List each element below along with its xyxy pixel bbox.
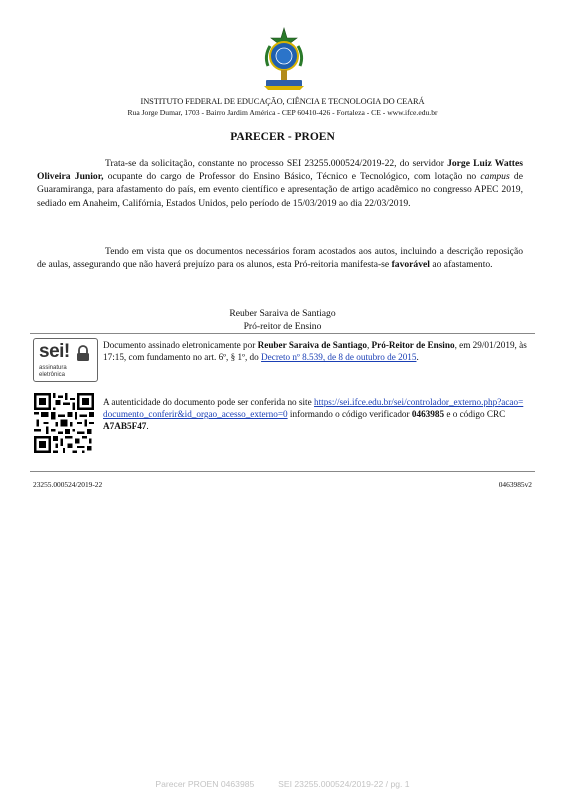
decree-link[interactable]: Decreto nº 8.539, de 8 de outubro de 2015	[261, 352, 417, 363]
p1-text-b: ocupante do cargo de Professor do Ensino Básico, Técnico e Tecnológico, com lotação no	[103, 171, 481, 183]
crc-code: A7AB5F47	[103, 421, 147, 432]
sig-signer-role: Pró-Reitor de Ensino	[371, 340, 455, 350]
p2-text-b: ao afastamento.	[429, 259, 493, 271]
employee-name: Jorge Luiz Wattes Oliveira Junior,	[37, 158, 523, 183]
signer-role: Pró-reitor de Ensino	[243, 320, 322, 332]
p1-text-c: de Guaramiranga, para afastamento do país, em evento científico e apresentação de artigo acadêmico no congresso APEC 2019, sediado em Anaheim, Califórnia, Estados Unidos, pelo período de 15/03/2019 ao dia 22/03/2019.	[37, 171, 523, 209]
p2-text-a: Tendo em vista que os documentos necessários foram acostados aos autos, incluindo a descrição reposição de aulas, assegurando que não haverá prejuízo para os alunos, esta Pró-reitoria manifesta-se	[37, 246, 523, 271]
sig-text-4: .	[416, 352, 419, 363]
institution-name: INSTITUTO FEDERAL DE EDUCAÇÃO, CIÊNCIA E TECNOLOGIA DO CEARÁ	[140, 97, 425, 106]
p1-text-a: Trata-se da solicitação, constante no processo SEI 23255.000524/2019-22, do servidor	[105, 158, 448, 169]
document-version: 0463985v2	[498, 480, 532, 489]
verification-code: 0463985	[411, 409, 445, 420]
campus-word: campus	[480, 171, 510, 183]
verif-text-2: informando o código verificador	[287, 409, 412, 420]
institution-address: Rua Jorge Dumar, 1703 - Bairro Jardim América - CEP 60410-426 - Fortaleza - CE - www.ifce.edu.br	[127, 108, 438, 117]
sei-logo-text: sei!	[39, 341, 70, 362]
verif-text-4: .	[146, 421, 149, 432]
document-title: PARECER - PROEN	[230, 131, 335, 143]
divider-bottom	[30, 471, 535, 472]
sei-signature-seal	[33, 338, 98, 382]
qr-code-icon	[34, 393, 94, 453]
signer-name: Reuber Saraiva de Santiago	[229, 308, 336, 319]
verif-text-3: e o código CRC	[444, 409, 506, 420]
process-number: 23255.000524/2019-22	[33, 480, 103, 489]
sig-text-1: Documento assinado eletronicamente por	[103, 340, 258, 350]
brazil-coat-of-arms-icon	[262, 26, 306, 92]
paragraph-request	[37, 157, 523, 210]
sig-signer-name: Reuber Saraiva de Santiago	[257, 340, 367, 350]
sig-text-3: , em 29/01/2019, às 17:15, com fundamento no art. 6º, § 1º, do	[103, 340, 527, 363]
signer-block	[0, 308, 565, 333]
paragraph-decision	[37, 245, 523, 271]
verification-statement	[103, 396, 527, 433]
pdf-page-footer: Parecer PROEN 0463985 SEI 23255.000524/2019-22 / pg. 1	[155, 779, 410, 789]
divider-top	[30, 333, 535, 334]
sei-seal-caption: assinatura eletrônica	[39, 365, 67, 378]
decision-word: favorável	[391, 259, 430, 271]
verif-text-1: A autenticidade do documento pode ser conferida no site	[103, 397, 314, 407]
verification-url-link[interactable]: https://sei.ifce.edu.br/sei/controlador_externo.php?acao=documento_conferir&id_orgao_acesso_externo=0	[103, 397, 524, 420]
sig-text-2: ,	[366, 340, 372, 350]
lock-icon	[76, 345, 90, 362]
signature-statement	[103, 339, 527, 363]
